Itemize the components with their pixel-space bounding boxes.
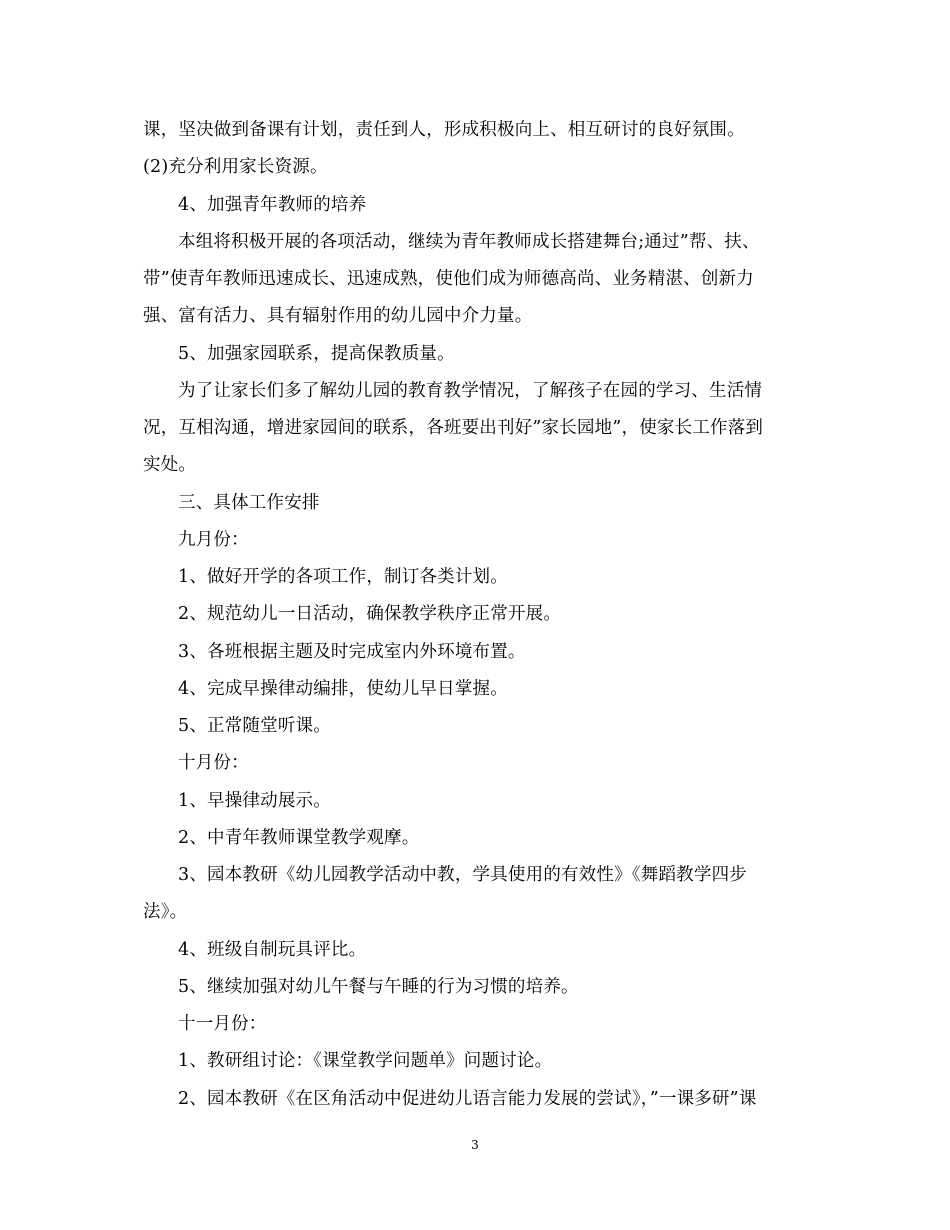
list-item-sep-1: 1、做好开学的各项工作，制订各类计划。 <box>178 567 508 587</box>
text-line-5: 带”使青年教师迅速成长、迅速成熟，使他们成为师德高尚、业务精湛、创新力 <box>143 269 754 289</box>
month-heading-september: 九月份： <box>178 530 249 550</box>
text-line-10: 实处。 <box>143 455 197 475</box>
month-heading-october: 十月份： <box>178 753 249 773</box>
list-item-oct-3: 3、园本教研《幼儿园教学活动中教，学具使用的有效性》《舞蹈教学四步 <box>178 865 747 885</box>
list-item-sep-4: 4、完成早操律动编排，使幼儿早日掌握。 <box>178 679 508 699</box>
text-line-6: 强、富有活力、具有辐射作用的幼儿园中介力量。 <box>143 306 533 326</box>
text-line-9: 况，互相沟通，增进家园间的联系，各班要出刊好”家长园地”，使家长工作落到 <box>143 418 764 438</box>
text-line-4: 本组将积极开展的各项活动，继续为青年教师成长搭建舞台;通过”帮、扶、 <box>178 232 760 252</box>
list-item-nov-2: 2、园本教研《在区角活动中促进幼儿语言能力发展的尝试》，”一课多研”课 <box>178 1089 757 1109</box>
text-line-2: (2)充分利用家长资源。 <box>143 157 328 177</box>
list-item-oct-2: 2、中青年教师课堂教学观摩。 <box>178 828 420 848</box>
section-heading-5: 5、加强家园联系，提高保教质量。 <box>178 344 455 364</box>
list-item-oct-4: 4、班级自制玩具评比。 <box>178 940 367 960</box>
list-item-oct-1: 1、早操律动展示。 <box>178 791 331 811</box>
text-line-1: 课，坚决做到备课有计划，责任到人，形成积极向上、相互研讨的良好氛围。 <box>143 120 745 140</box>
list-item-sep-2: 2、规范幼儿一日活动，确保教学秩序正常开展。 <box>178 604 562 624</box>
section-heading-4: 4、加强青年教师的培养 <box>178 195 367 215</box>
list-item-sep-3: 3、各班根据主题及时完成室内外环境布置。 <box>178 642 526 662</box>
list-item-oct-3-cont: 法》。 <box>143 902 188 922</box>
section-heading-3: 三、具体工作安排 <box>178 493 320 513</box>
list-item-oct-5: 5、继续加强对幼儿午餐与午睡的行为习惯的培养。 <box>178 977 579 997</box>
month-heading-november: 十一月份： <box>178 1014 267 1034</box>
list-item-nov-1: 1、教研组讨论：《课堂教学问题单》问题讨论。 <box>178 1051 553 1071</box>
page-number: 3 <box>471 1138 479 1152</box>
text-line-8: 为了让家长们多了解幼儿园的教育教学情况，了解孩子在园的学习、生活情 <box>178 381 763 401</box>
list-item-sep-5: 5、正常随堂听课。 <box>178 716 331 736</box>
